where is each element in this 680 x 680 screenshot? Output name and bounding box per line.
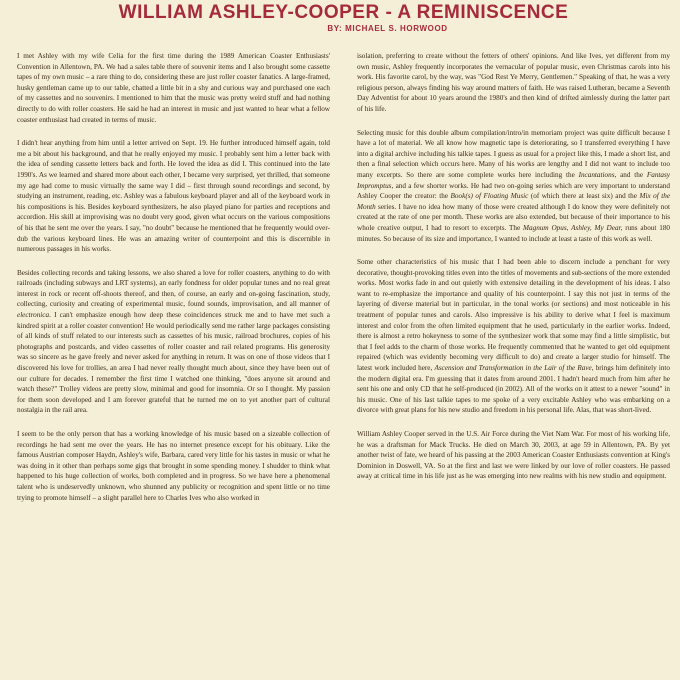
work-title: Magnum Opus, Ashley, My Dear, — [523, 223, 623, 232]
paragraph-text: Besides collecting records and taking lessons, we also shared a love for roller coasters, anything to do with railroads (including subways and LRT systems), an early fondness for older popular tunes and no real great interest in rock or recent off-shoots thereof, and then, of course, an early and on-going fascination, study, collecting, curiosity and creating of experimental music, found sounds, improvisation, and all manner of — [17, 268, 330, 309]
paragraph-text: , brings him definitely into the modern digital era. I'm guessing that it dates from around 2001. I hadn't heard much from him after he sent his one and only CD that he self-produced (in 2002). All of the works on it attest to a newer "sound" in his music. One of his last talkie tapes to me spoke of a very excitable Ashley who was embarking on a divorce with great plans for his new studio and freedom in his personal life. Alas, that was short-lived. — [357, 364, 670, 415]
paragraph-text: (of which there at least six) and the — [528, 192, 640, 201]
paragraph: isolation, preferring to create without the fetters of others' opinions. And like Ives, yet different from my own music, Ashley frequently incorporates the vernacular of popular music, even Christmas carols into his work. His favorite carol, by the way, was "God Rest Ye Merry, Gentlemen." Speaking of that, he was a very religious person, always finding his way around matters of faith. He was raised Lutheran, became a Seventh Day Adventist for about 10 years around the 1980's and then kind of drifted aimlessly during the latter part of his life. — [357, 52, 670, 113]
left-column — [17, 51, 330, 503]
article-title: WILLIAM ASHLEY-COOPER - A REMINISCENCE — [118, 2, 569, 23]
paragraph-text: runs about 180 minutes. So because of its size and importance, I wanted to include at least a taste of this work as well. — [357, 223, 671, 243]
paragraph: I met Ashley with my wife Celia for the first time during the 1989 American Coaster Enthusiasts' Convention in Allentown, PA. We had a sales table there of souvenir items and I also brought some cassette tapes of my own music – a rare thing to do, considering these are just roller coaster fanatics. A large-framed, husky gentleman came up to our table, chatted a little bit in a shy and curious way and purchased one each of my cassettes and no souvenirs. I mentioned to him that the music was pretty weird stuff and had nothing directly to do with roller coasters. He said he had an interest in music and just wanted to hear what a fellow coaster enthusiast had created in terms of music. — [17, 52, 330, 124]
work-title: Mix of the Month — [357, 192, 671, 211]
paragraph — [357, 257, 670, 416]
paragraph-text: Some other characteristics of his music that I had been able to discern include a penchant for very decorative, thought-provoking titles even into the titles of movements and sub-sections of the more extended works. Most works fade in and out quietly with extensive detailing in the development of his ideas. I also want to re-emphasize the importance and quality of his counterpoint. I say this not just in terms of the layering of diverse material but in particular, in the tonal works (or sections) and most noticeable in his treatment of popular tunes and carols. Also impressive is his ability to derive what I feel is maximum interest and color from the often limited equipment that he used, particularly in the earlier works. Indeed, there is almost a retro hokeyness to some of the synthesizer work that some may find a little simplistic, but that I feel adds to the charm of those works. He frequently commented that he wanted to get old equipment repaired (which was evidently becoming very difficult to do) and create a larger studio for himself. The latest work included here, — [357, 258, 670, 373]
paragraph — [357, 128, 670, 245]
paragraph — [17, 268, 330, 416]
paragraph-text: , and a few shorter works. He had two on-going series which are very important to understand Ashley Cooper the creator: the — [357, 181, 670, 201]
italic-term: electronica — [17, 311, 50, 320]
paragraph-text: , and the — [614, 170, 647, 179]
work-title: Book(s) of Floating Music — [450, 192, 529, 201]
article-byline: BY: MICHAEL S. HORWOOD — [327, 24, 448, 33]
paragraph: William Ashley Cooper served in the U.S. Air Force during the Viet Nam War. For most of his working life, he was a draftsman for Mack Trucks. He died on March 30, 2003, at age 59 in Allentown, PA. By yet another twist of fate, we heard of his passing at the 2003 American Coaster Enthusiasts convention at King's Dominion in Doswell, VA. So at the first and last we were linked by our love of roller coasters. He passed away at critical time in his life just as he was emerging into new realms with his new studio and equipment. — [357, 430, 670, 481]
work-title: Incantations — [578, 170, 615, 179]
paragraph-text: series. I have no idea how many of those were created although I do know they were definitely not created at the rate of one per month. These works are also extended, but because of their importance to his whole creative output, I had to resort to excerpts. The — [357, 202, 670, 232]
paragraph: I seem to be the only person that has a working knowledge of his music based on a sizeable collection of recordings he had sent me over the years. He has no internet presence except for his obituary. Like the famous Austrian composer Haydn, Ashley's wife, Barbara, cared very little for his tastes in music or what he was doing in it other than perhaps some gigs that brought in some spending money. I shudder to think what happened to his huge collection of works, both completed and in progress. So we have here a phenomenal talent who is undeservedly unknown, who shunned any publicity or recognition and spent little or no time trying to promote himself – a slight parallel here to Charles Ives who also worked in — [17, 430, 330, 502]
paragraph-text: . I can't emphasize enough how deep these coincidences struck me and to have met such a kindred spirit at a roller coaster convention! He would periodically send me rather large packages consisting of all kinds of stuff related to our interests such as cassettes of his music, railroad brochures, copies of his photographs and postcards, and video cassettes of roller coaster and rail related programs. His generosity was so sincere as he gave freely and never asked for anything in return. It was on one of those videos that I discovered his love for trollies, an area I had never really thought much about, since they have been out of our culture for decades. I remember the first time I watched one thinking, "does anyone sit around and watch these?" Trolley videos are pretty slow, minimal and good for insomnia. Or so I thought. My passion for them soon developed and I am forever grateful that he turned me on to yet another part of cultural nostalgia in the rail area. — [17, 311, 330, 415]
article-columns — [17, 51, 670, 503]
paragraph-text: Selecting music for this double album compilation/intro/in memoriam project was quite difficult because I have a lot of material. We all know how magnetic tape is deteriorating, so I transferred everything I have into a digital archive including his talkie tapes. I guess as usual for a project like this, I made a short list, and then a final selection which occurs here. Many of his works are lengthy and I did not want to include too many excerpts. So there are some complete works here including the — [357, 128, 670, 179]
work-title: Ascension and Transformation in the Lair of the Rave — [434, 364, 592, 373]
work-title: Fantasy Impromptus — [357, 170, 670, 190]
right-column — [357, 51, 670, 503]
paragraph: I didn't hear anything from him until a letter arrived on Sept. 19. He further introduced himself again, told me a bit about his background, and that he really enjoyed my music. I probably sent him a letter back with the idea of sending cassette letters back and forth. He loved the idea as did I. This continued into the late 1990's. As we learned and shared more about each other, I became very surprised, yet thrilled, that someone my age had come to music virtually the same way I did – first through sound recordings and second, by studying an instrument, reading, etc. Ashley was a fabulous keyboard player and all of the keyboard work in his compositions is his. Besides keyboard synthesizers, he also played piano for parties and receptions and accordion. His skill at improvising was no doubt very good, given what occurs on the various compositions of his that he sent me over the years. I say, "no doubt" because he mentioned that he frequently would over-dub the various keyboard lines. He was an amazing writer of counterpoint and this is discernible in numerous passages in his works. — [17, 139, 330, 254]
